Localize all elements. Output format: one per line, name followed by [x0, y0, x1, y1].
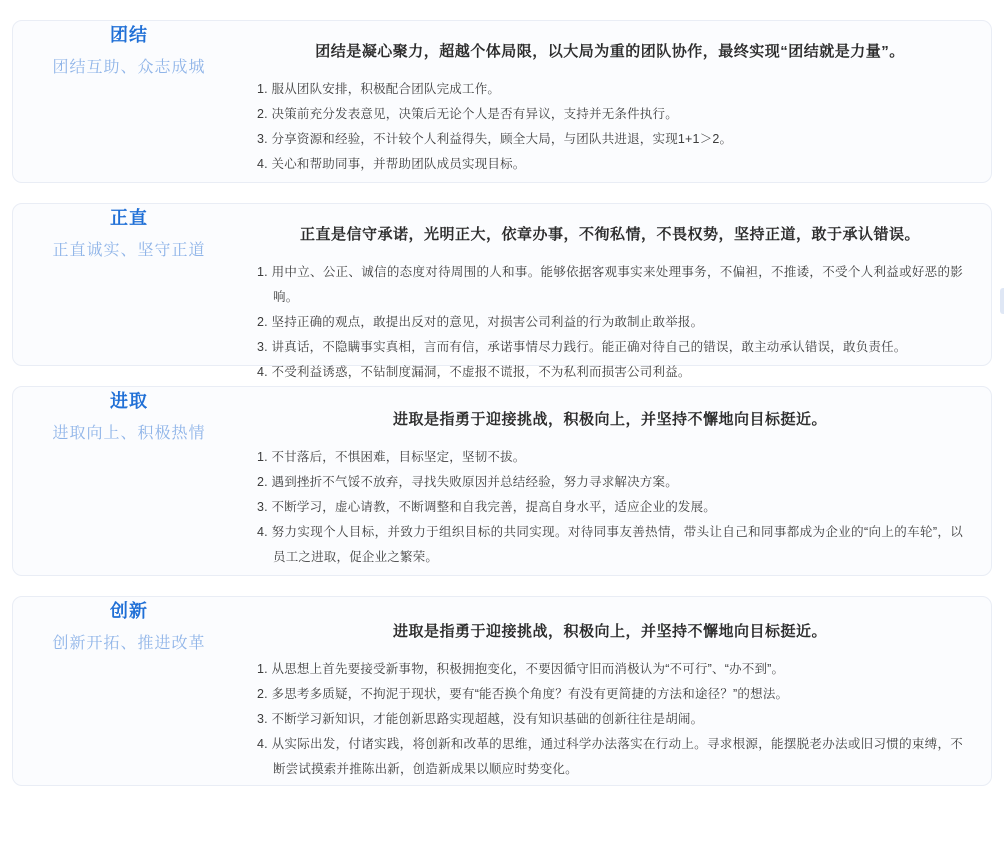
card-title: 团结: [110, 25, 148, 45]
list-item: 1. 用中立、公正、诚信的态度对待周围的人和事。能够依据客观事实来处理事务，不偏袒，不推诿，不受个人利益或好恶的影响。: [257, 264, 963, 304]
list-item: 2. 坚持正确的观点，敢提出反对的意见，对损害公司利益的行为敢制止敢举报。: [257, 314, 704, 329]
card-right-innovation: [245, 597, 991, 782]
values-page: [0, 20, 1004, 852]
card-heading: 进取是指勇于迎接挑战，积极向上，并坚持不懈地向目标挺近。: [392, 411, 827, 428]
card-left-integrity: [13, 204, 245, 266]
list-item: 3. 分享资源和经验，不计较个人利益得失，顾全大局，与团队共进退，实现1+1＞2。: [257, 131, 733, 146]
list-item: 4. 努力实现个人目标，并致力于组织目标的共同实现。对待同事友善热情，带头让自己和同事都成为企业的“向上的车轮”，以员工之进取，促企业之繁荣。: [257, 524, 963, 564]
card-title: 正直: [110, 208, 148, 228]
card-left-enterprising: [13, 387, 245, 449]
list-item: 3. 不断学习新知识，才能创新思路实现超越，没有知识基础的创新往往是胡闹。: [257, 711, 704, 726]
scroll-edge-marker: [1000, 288, 1004, 314]
list-item: 2. 决策前充分发表意见，决策后无论个人是否有异议，支持并无条件执行。: [257, 106, 678, 121]
list-item: 2. 遇到挫折不气馁不放弃，寻找失败原因并总结经验，努力寻求解决方案。: [257, 474, 678, 489]
value-card-enterprising: [12, 386, 992, 576]
card-subtitle: 进取向上、积极热情: [52, 424, 206, 442]
value-card-unity: [12, 20, 992, 183]
list-item: 3. 讲真话，不隐瞒事实真相，言而有信，承诺事情尽力践行。能正确对待自己的错误，敢主动承认错误，敢负责任。: [257, 339, 907, 354]
list-item: 1. 从思想上首先要接受新事物，积极拥抱变化，不要因循守旧而消极认为“不可行”、“办不到”。: [257, 661, 785, 676]
list-item: 4. 从实际出发，付诸实践，将创新和改革的思维，通过科学办法落实在行动上。寻求根源，能摆脱老办法或旧习惯的束缚，不断尝试摸索并推陈出新，创造新成果以顺应时势变化。: [257, 736, 963, 776]
card-list: [257, 657, 963, 782]
card-title: 创新: [110, 601, 148, 621]
card-right-integrity: [245, 204, 991, 385]
value-card-integrity: [12, 203, 992, 379]
card-list: [257, 77, 963, 177]
card-subtitle: 团结互助、众志成城: [52, 58, 206, 76]
card-left-innovation: [13, 597, 245, 659]
list-item: 1. 服从团队安排，积极配合团队完成工作。: [257, 81, 501, 96]
card-heading: 正直是信守承诺，光明正大，依章办事，不徇私情，不畏权势，坚持正道，敢于承认错误。: [299, 226, 920, 243]
list-item: 1. 不甘落后，不惧困难，目标坚定，坚韧不拔。: [257, 449, 526, 464]
card-right-enterprising: [245, 387, 991, 570]
value-card-innovation: [12, 596, 992, 786]
list-item: 2. 多思考多质疑，不拘泥于现状，要有“能否换个角度？有没有更简捷的方法和途径？”的想法。: [257, 686, 789, 701]
card-left-unity: [13, 21, 245, 83]
list-item: 4. 不受利益诱惑，不钻制度漏洞，不虚报不谎报，不为私利而损害公司利益。: [257, 364, 691, 379]
card-subtitle: 正直诚实、坚守正道: [52, 241, 206, 259]
card-subtitle: 创新开拓、推进改革: [52, 634, 206, 652]
card-heading: 团结是凝心聚力，超越个体局限，以大局为重的团队协作，最终实现“团结就是力量”。: [315, 43, 905, 60]
card-right-unity: [245, 21, 991, 177]
card-title: 进取: [110, 391, 148, 411]
card-heading: 进取是指勇于迎接挑战，积极向上，并坚持不懈地向目标挺近。: [392, 623, 827, 640]
list-item: 4. 关心和帮助同事，并帮助团队成员实现目标。: [257, 156, 526, 171]
list-item: 3. 不断学习，虚心请教，不断调整和自我完善，提高自身水平，适应企业的发展。: [257, 499, 716, 514]
card-list: [257, 445, 963, 570]
card-list: [257, 260, 963, 385]
